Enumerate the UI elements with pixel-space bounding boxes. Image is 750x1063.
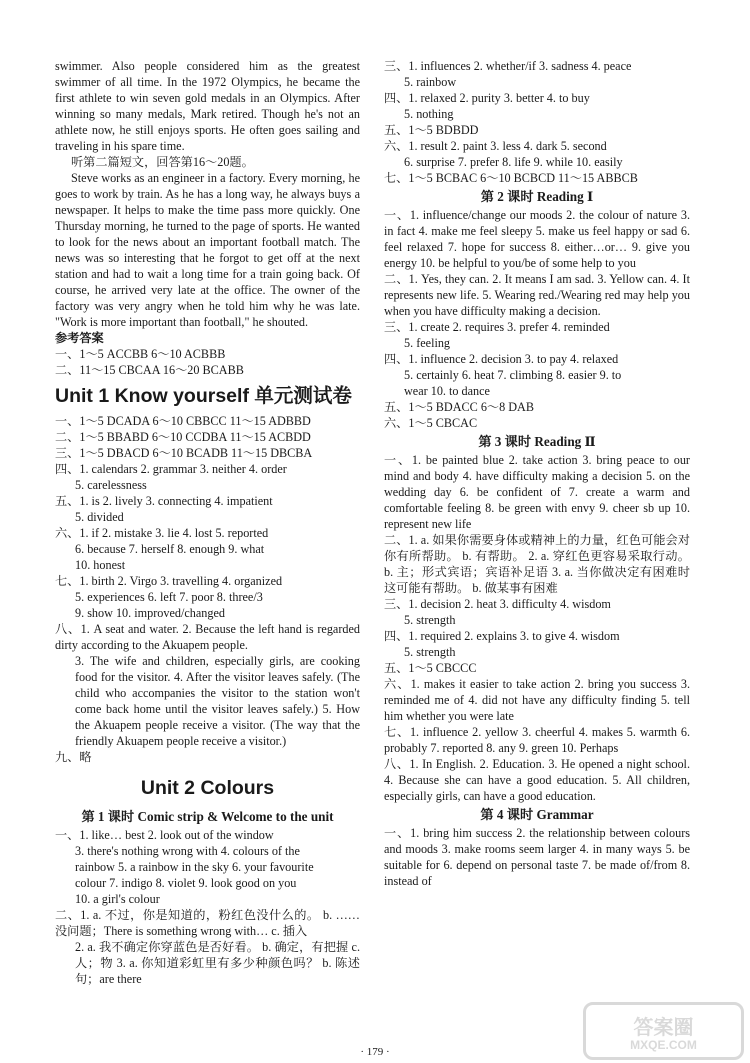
answer-line: 四、1. influence 2. decision 3. to pay 4. relaxed [384,352,619,366]
answer-line: 5. experiences 6. left 7. poor 8. three/3 [75,590,263,604]
answer-line: 七、1～5 BCBAC 6～10 BCBCD 11～15 ABBCB [384,171,638,185]
answer-block: 八、1. A seat and water. 2. Because the left hand is regarded dirty according to the Akuapem people. [55,622,360,652]
answer-line: 5. certainly 6. heat 7. climbing 8. easier 9. to [404,368,622,382]
answer-line: 七、1. birth 2. Virgo 3. travelling 4. organized [55,574,283,588]
answer-line: 一、1. like… best 2. look out of the window [55,828,274,842]
answer-line: 六、1. if 2. mistake 3. lie 4. lost 5. reported [55,526,269,540]
left-column [55,58,360,987]
answer-line: 5. strength [404,645,456,659]
answer-block: 二、1. a. 不过，你是知道的，粉红色没什么的。 b. ……没问题；There is something wrong with… c. 插入 [55,908,360,938]
watermark-subtext: MXQE.COM [630,1038,697,1052]
lesson-1-title: 第 1 课时 Comic strip & Welcome to the unit [81,809,334,824]
unit-2-title: Unit 2 Colours [140,777,275,799]
reference-answers-heading: 参考答案 [55,331,104,345]
watermark-logo [583,1002,744,1060]
answer-line: 5. rainbow [404,75,457,89]
answer-line: 五、1～5 BDACC 6～8 DAB [384,400,534,414]
answer-line: 5. carelessness [75,478,147,492]
answer-block: 二、1. Yes, they can. 2. It means I am sad. 3. Yellow can. 4. It represents new life. 5. Wearing red./Wearing red may help you when you have difficulty making a decision. [384,272,690,318]
answer-line: 四、1. required 2. explains 3. to give 4. wisdom [384,629,620,643]
lesson-2-title: 第 2 课时 Reading Ⅰ [480,189,594,204]
answer-line: 四、1. calendars 2. grammar 3. neither 4. order [55,462,287,476]
answer-line: 五、1. is 2. lively 3. connecting 4. impatient [55,494,273,508]
answer-line: 5. strength [404,613,456,627]
answer-line: colour 7. indigo 8. violet 9. look good on you [75,876,297,890]
answer-line: 三、1. create 2. requires 3. prefer 4. reminded [384,320,610,334]
answer-line: 三、1～5 DBACD 6～10 BCADB 11～15 DBCBA [55,446,313,460]
answer-line: 3. there's nothing wrong with 4. colours of the [75,844,300,858]
watermark-text: 答案圈 [633,1017,694,1039]
answer-line: 一、1～5 DCADA 6～10 CBBCC 11～15 ADBBD [55,414,311,428]
answer-block: 3. The wife and children, especially girls, are cooking food for the visitor. 4. After the visitor leaves safely. (The child who accompanies the visitor to the station won't come back home until the visitor leaves safely.) 5. How the Akuapem people receive a visitor. (The way that the friendly Akuapem people receive a visitor.) [75,654,360,748]
answer-block: 八、1. In English. 2. Education. 3. He opened a night school. 4. Because she can have a good education. 5. All children, especially girls, can have a good education. [384,757,690,803]
answer-line: 九、略 [55,750,92,764]
answer-line: 6. surprise 7. prefer 8. life 9. while 10. easily [404,155,623,169]
answer-block: 一、1. bring him success 2. the relationship between colours and moods 3. make rooms seem larger 4. in many ways 5. be suitable for 6. depend on personal taste 7. be made of/from 8. instead of [384,826,690,888]
answer-line: 二、11～15 CBCAA 16～20 BCABB [55,363,244,377]
answer-line: 二、1～5 BBABD 6～10 CCDBA 11～15 ACBDD [55,430,311,444]
page-number: · 179 · [360,1046,390,1058]
answer-block: 一、1. be painted blue 2. take action 3. bring peace to our mind and body 4. have difficulty making a decision 5. on the wedding day 6. be confident of 7. create a warm and comfortable feeling 8. be green with envy 9. cheer sb up 10. represent new life [384,453,690,531]
answer-line: 10. honest [75,558,126,572]
answer-line: 5. feeling [404,336,451,350]
unit-1-title: Unit 1 Know yourself 单元测试卷 [55,385,352,407]
answer-line: 5. divided [75,510,124,524]
passage-2-heading: 听第二篇短文，回答第16～20题。 [71,155,254,169]
answer-line: 10. a girl's colour [75,892,160,906]
answer-line: 五、1～5 CBCCC [384,661,477,675]
answer-line: rainbow 5. a rainbow in the sky 6. your favourite [75,860,314,874]
answer-block: 七、1. influence 2. yellow 3. cheerful 4. makes 5. warmth 6. probably 7. reported 8. any 9. green 10. Perhaps [384,725,690,755]
lesson-3-title: 第 3 课时 Reading Ⅱ [478,434,596,449]
answer-line: 5. nothing [404,107,454,121]
answer-block: 一、1. influence/change our moods 2. the colour of nature 3. in fact 4. make me feel sleepy 5. make us feel happy or sad 6. feel relaxed 7. hope for success 8. either…or… 9. give you energy 10. be helpful to you/be of some help to you [384,208,690,270]
answer-block: 六、1. makes it easier to take action 2. bring you success 3. reminded me of 4. did not have any difficulty finding 5. tell him whether you were late [384,677,690,723]
passage-2-text: Steve works as an engineer in a factory. Every morning, he goes to work by train. As he has a long way, he always buys a newspaper. It helps to make the time pass more quickly. One Thursday morning, he turned to the page of sports. He wanted to look for the news about an important football match. The news was so interesting that he forgot to get off at the next station and had to wait a long time for a train going back. Of course, he arrived very late at the office. The owner of the factory was very angry when he told him why he was late. "Work is more important than football," he shouted. [55,171,360,329]
passage-1-end: swimmer. Also people considered him as the greatest swimmer of all time. In the 1972 Olympics, he became the first athlete to win seven gold medals in an Olympics. After winning so many medals, Mark retired. Though he's not an athlete now, he still enjoys sports. He often goes sailing and traveling in his spare time. [55,59,360,153]
answer-line: 三、1. influences 2. whether/if 3. sadness 4. peace [384,59,632,73]
answer-line: 9. show 10. improved/changed [75,606,225,620]
answer-line: 三、1. decision 2. heat 3. difficulty 4. wisdom [384,597,611,611]
right-column [384,58,690,889]
answer-line: 五、1～5 BDBDD [384,123,479,137]
answer-line: 四、1. relaxed 2. purity 3. better 4. to buy [384,91,590,105]
answer-line: 六、1～5 CBCAC [384,416,478,430]
lesson-4-title: 第 4 课时 Grammar [480,807,594,822]
answer-line: 6. because 7. herself 8. enough 9. what [75,542,265,556]
answer-line: 六、1. result 2. paint 3. less 4. dark 5. second [384,139,607,153]
answer-line: wear 10. to dance [404,384,490,398]
answer-block: 二、1. a. 如果你需要身体或精神上的力量，红色可能会对你有所帮助。 b. 有帮助。 2. a. 穿红色更容易采取行动。 b. 主；形式宾语；宾语补足语 3. a. 当你做决定有困难时这可能有帮助。 b. 做某事有困难 [384,533,690,595]
answer-line: 一、1～5 ACCBB 6～10 ACBBB [55,347,226,361]
answer-block: 2. a. 我不确定你穿蓝色是否好看。 b. 确定，有把握 c. 人；物 3. a. 你知道彩虹里有多少种颜色吗？ b. 陈述句；are there [75,940,360,986]
